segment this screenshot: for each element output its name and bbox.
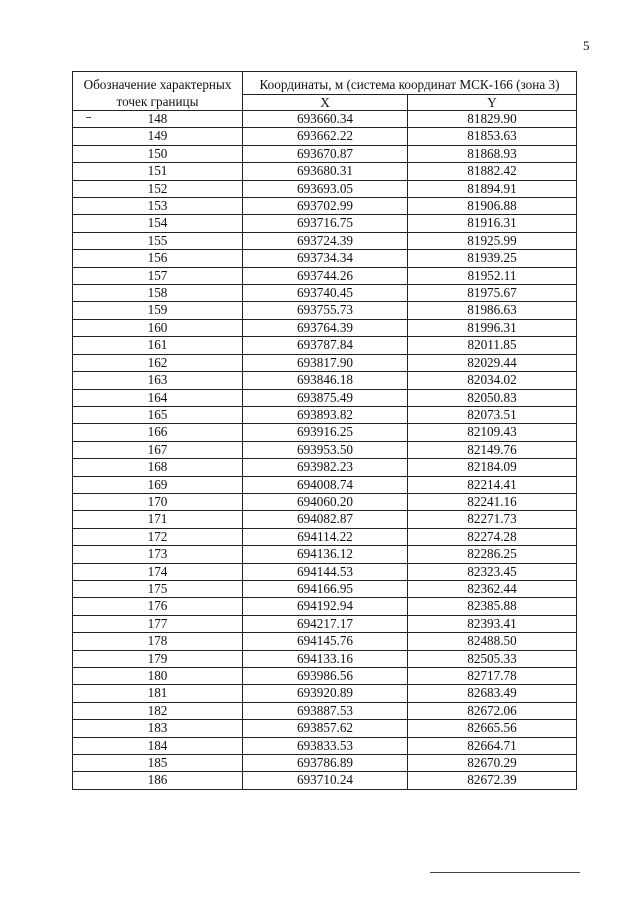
table-row: [73, 668, 577, 685]
table-row: [73, 772, 577, 789]
point-cell: 184: [73, 737, 243, 754]
x-cell: 693680.31: [243, 163, 408, 180]
point-cell: 177: [73, 615, 243, 632]
x-cell: 693833.53: [243, 737, 408, 754]
table-row: [73, 354, 577, 371]
x-cell: 693982.23: [243, 459, 408, 476]
y-cell: 82672.39: [408, 772, 577, 789]
point-cell: 180: [73, 668, 243, 685]
x-cell: 693660.34: [243, 111, 408, 128]
point-cell: 163: [73, 372, 243, 389]
x-cell: 693662.22: [243, 128, 408, 145]
x-cell: 693953.50: [243, 441, 408, 458]
x-cell: 694114.22: [243, 528, 408, 545]
y-cell: 82665.56: [408, 720, 577, 737]
point-cell: 170: [73, 493, 243, 510]
x-cell: 694082.87: [243, 511, 408, 528]
y-cell: 82505.33: [408, 650, 577, 667]
point-cell: 181: [73, 685, 243, 702]
point-cell: 149: [73, 128, 243, 145]
point-cell: 153: [73, 198, 243, 215]
table-row: [73, 720, 577, 737]
y-cell: 82323.45: [408, 563, 577, 580]
point-cell: 156: [73, 250, 243, 267]
header-coordinates: Координаты, м (система координат МСК-166 (зона 3): [243, 72, 577, 95]
y-cell: 81829.90: [408, 111, 577, 128]
y-cell: 82683.49: [408, 685, 577, 702]
x-cell: 693740.45: [243, 285, 408, 302]
y-cell: 81882.42: [408, 163, 577, 180]
x-cell: 693893.82: [243, 406, 408, 423]
table-body: [73, 111, 577, 790]
table-row: [73, 128, 577, 145]
y-cell: 82073.51: [408, 406, 577, 423]
table-row: [73, 319, 577, 336]
x-cell: 693786.89: [243, 755, 408, 772]
x-cell: 693670.87: [243, 145, 408, 162]
y-cell: 81916.31: [408, 215, 577, 232]
y-cell: 82149.76: [408, 441, 577, 458]
y-cell: 81925.99: [408, 232, 577, 249]
y-cell: 82214.41: [408, 476, 577, 493]
point-cell: 154: [73, 215, 243, 232]
header-x: X: [243, 95, 408, 111]
x-cell: 694060.20: [243, 493, 408, 510]
x-cell: 694008.74: [243, 476, 408, 493]
header-points: Обозначение характерных точек границы: [73, 72, 243, 111]
table-row: [73, 546, 577, 563]
x-cell: 694145.76: [243, 633, 408, 650]
y-cell: 82011.85: [408, 337, 577, 354]
x-cell: 693916.25: [243, 424, 408, 441]
table-row: [73, 424, 577, 441]
y-cell: 82664.71: [408, 737, 577, 754]
point-cell: 171: [73, 511, 243, 528]
point-cell: 165: [73, 406, 243, 423]
table-row: [73, 459, 577, 476]
table-row: [73, 337, 577, 354]
point-cell: 160: [73, 319, 243, 336]
point-cell: 174: [73, 563, 243, 580]
header-y: Y: [408, 95, 577, 111]
x-cell: 694136.12: [243, 546, 408, 563]
point-cell: 186: [73, 772, 243, 789]
y-cell: 82672.06: [408, 702, 577, 719]
point-cell: 168: [73, 459, 243, 476]
x-cell: 693887.53: [243, 702, 408, 719]
table-row: [73, 598, 577, 615]
point-cell: 158: [73, 285, 243, 302]
y-cell: 82029.44: [408, 354, 577, 371]
y-cell: 81996.31: [408, 319, 577, 336]
y-cell: 82488.50: [408, 633, 577, 650]
x-cell: 693817.90: [243, 354, 408, 371]
y-cell: 82274.28: [408, 528, 577, 545]
y-cell: 82385.88: [408, 598, 577, 615]
y-cell: 82670.29: [408, 755, 577, 772]
y-cell: 81853.63: [408, 128, 577, 145]
x-cell: 693857.62: [243, 720, 408, 737]
point-cell: 178: [73, 633, 243, 650]
point-cell: 152: [73, 180, 243, 197]
x-cell: 693764.39: [243, 319, 408, 336]
y-cell: 82034.02: [408, 372, 577, 389]
y-cell: 82393.41: [408, 615, 577, 632]
table-row: [73, 145, 577, 162]
table-row: [73, 163, 577, 180]
table-row: [73, 580, 577, 597]
point-cell: 159: [73, 302, 243, 319]
x-cell: 693755.73: [243, 302, 408, 319]
table-row: [73, 702, 577, 719]
table-row: [73, 267, 577, 284]
table-row: [73, 285, 577, 302]
point-cell: 157: [73, 267, 243, 284]
x-cell: 693920.89: [243, 685, 408, 702]
point-cell: 172: [73, 528, 243, 545]
x-cell: 693716.75: [243, 215, 408, 232]
x-cell: 693724.39: [243, 232, 408, 249]
table-row: [73, 737, 577, 754]
table-header-row: [73, 72, 577, 95]
x-cell: 694133.16: [243, 650, 408, 667]
table-row: [73, 511, 577, 528]
point-cell: 151: [73, 163, 243, 180]
point-cell: 161: [73, 337, 243, 354]
point-cell: 182: [73, 702, 243, 719]
x-cell: 694192.94: [243, 598, 408, 615]
x-cell: 693693.05: [243, 180, 408, 197]
table-row: [73, 633, 577, 650]
point-cell: 148: [73, 111, 243, 128]
table-row: [73, 685, 577, 702]
point-cell: 150: [73, 145, 243, 162]
table-row: [73, 232, 577, 249]
point-cell: 167: [73, 441, 243, 458]
table-row: [73, 111, 577, 128]
y-cell: 82271.73: [408, 511, 577, 528]
table-row: [73, 755, 577, 772]
table-row: [73, 198, 577, 215]
y-cell: 82286.25: [408, 546, 577, 563]
table-row: [73, 389, 577, 406]
point-cell: 175: [73, 580, 243, 597]
y-cell: 82717.78: [408, 668, 577, 685]
y-cell: 82241.16: [408, 493, 577, 510]
table-row: [73, 180, 577, 197]
point-cell: 155: [73, 232, 243, 249]
x-cell: 693986.56: [243, 668, 408, 685]
point-cell: 173: [73, 546, 243, 563]
table-row: [73, 406, 577, 423]
table-row: [73, 493, 577, 510]
point-cell: 179: [73, 650, 243, 667]
x-cell: 693702.99: [243, 198, 408, 215]
y-cell: 82050.83: [408, 389, 577, 406]
bottom-rule: [430, 872, 580, 873]
table-row: [73, 650, 577, 667]
coordinates-table: [72, 71, 577, 790]
point-cell: 169: [73, 476, 243, 493]
x-cell: 693710.24: [243, 772, 408, 789]
x-cell: 694166.95: [243, 580, 408, 597]
table-row: [73, 441, 577, 458]
point-cell: 185: [73, 755, 243, 772]
table-row: [73, 563, 577, 580]
y-cell: 81894.91: [408, 180, 577, 197]
table-row: [73, 215, 577, 232]
y-cell: 81906.88: [408, 198, 577, 215]
y-cell: 81939.25: [408, 250, 577, 267]
table-row: [73, 250, 577, 267]
y-cell: 81986.63: [408, 302, 577, 319]
x-cell: 693787.84: [243, 337, 408, 354]
point-cell: 162: [73, 354, 243, 371]
x-cell: 693875.49: [243, 389, 408, 406]
y-cell: 82362.44: [408, 580, 577, 597]
x-cell: 693744.26: [243, 267, 408, 284]
point-cell: 176: [73, 598, 243, 615]
table-row: [73, 302, 577, 319]
table-row: [73, 372, 577, 389]
x-cell: 693846.18: [243, 372, 408, 389]
table-row: [73, 476, 577, 493]
x-cell: 693734.34: [243, 250, 408, 267]
table-row: [73, 615, 577, 632]
y-cell: 82184.09: [408, 459, 577, 476]
y-cell: 81952.11: [408, 267, 577, 284]
table-row: [73, 528, 577, 545]
point-cell: 164: [73, 389, 243, 406]
page-number: 5: [583, 38, 590, 53]
point-cell: 183: [73, 720, 243, 737]
x-cell: 694217.17: [243, 615, 408, 632]
point-cell: 166: [73, 424, 243, 441]
y-cell: 82109.43: [408, 424, 577, 441]
x-cell: 694144.53: [243, 563, 408, 580]
y-cell: 81868.93: [408, 145, 577, 162]
y-cell: 81975.67: [408, 285, 577, 302]
